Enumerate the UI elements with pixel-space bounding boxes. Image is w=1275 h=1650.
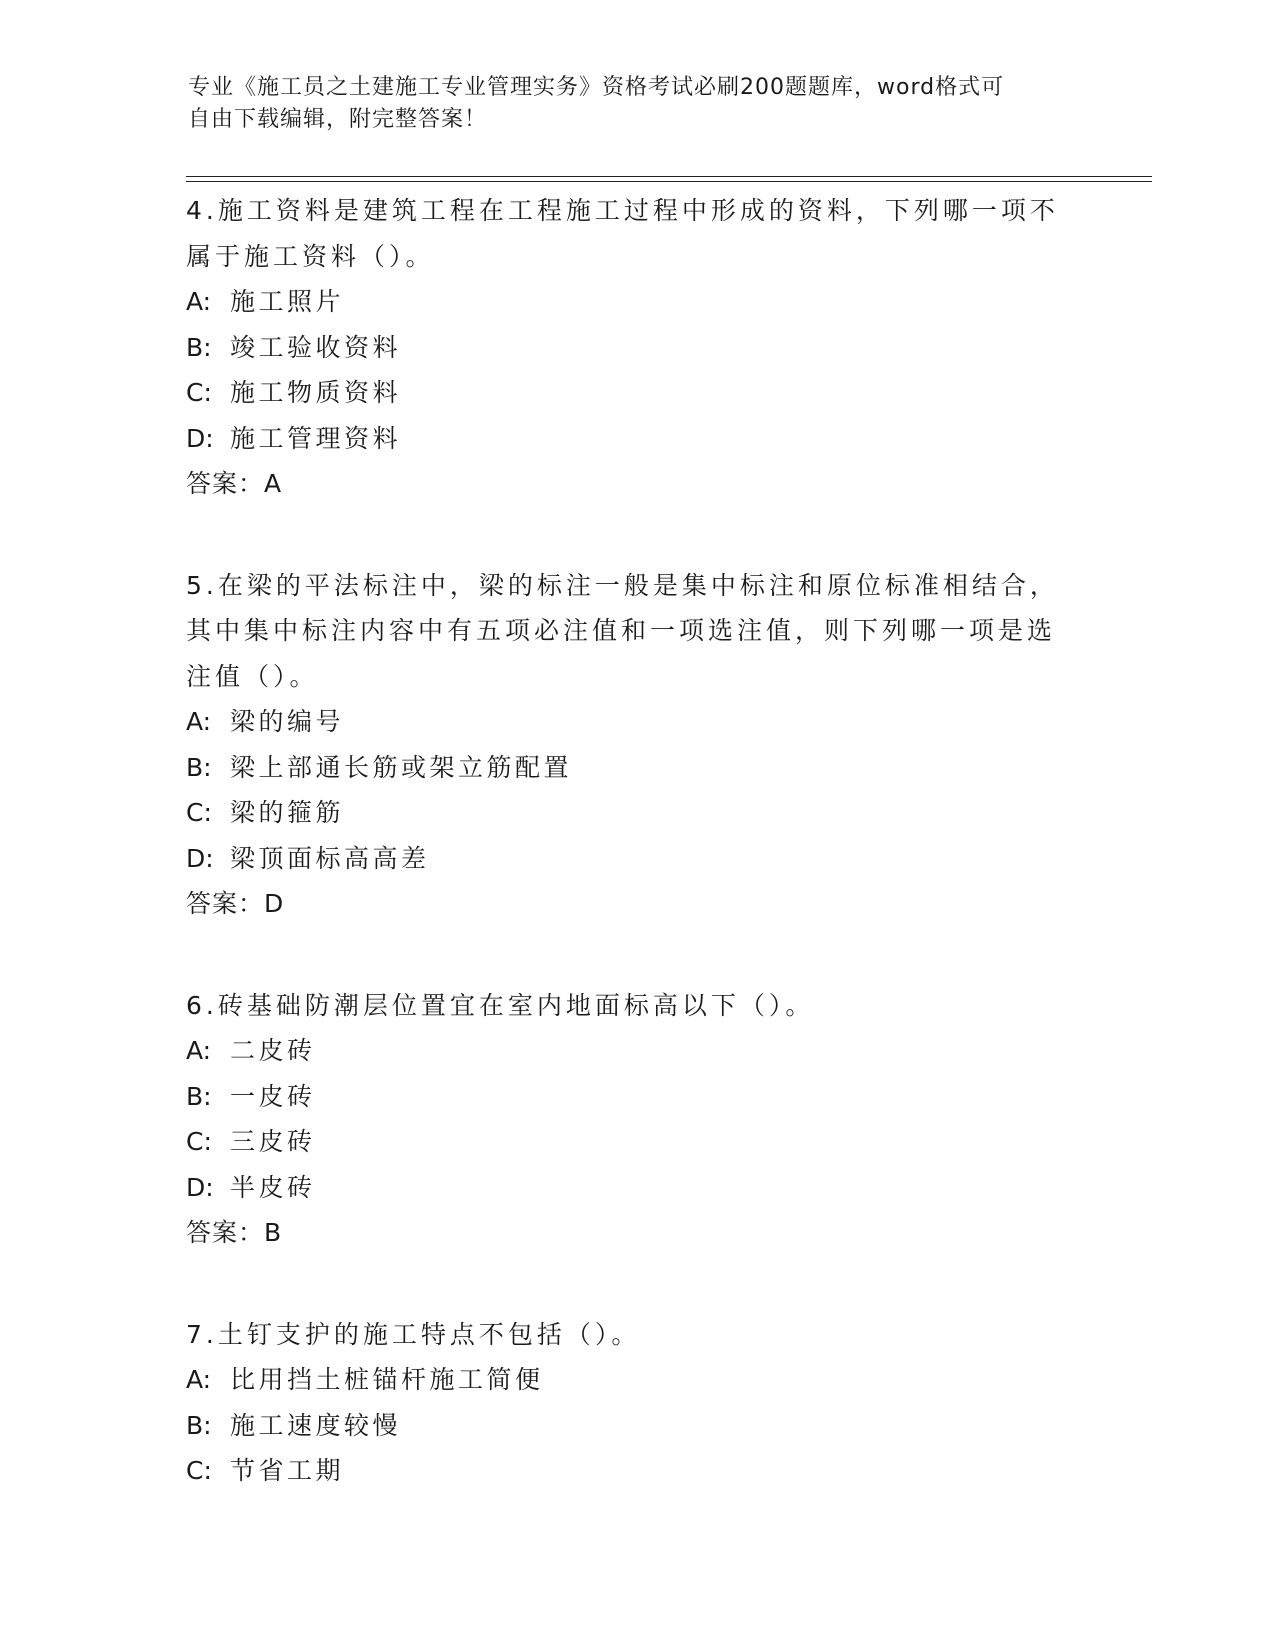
header-line-2: 自由下载编辑，附完整答案！ [188,107,488,132]
option-text: 节省工期 [230,1456,345,1485]
option-letter: D: [186,843,214,873]
option-letter: A: [186,1365,212,1394]
question-item [186,563,1086,927]
question-stem-line: 7.土钉支护的施工特点不包括（）。 [186,1319,641,1349]
answer-option [186,699,1086,745]
answer-key: 答案：B [186,1218,283,1247]
answer-option [186,1119,1086,1165]
answer-option [186,1357,1086,1403]
header-divider-top [186,176,1152,177]
question-stem-line: 5.在梁的平法标注中，梁的标注一般是集中标注和原位标准相结合， [186,570,1059,600]
answer-option [186,370,1086,416]
option-text: 梁顶面标高高差 [230,843,430,873]
option-letter: B: [186,332,212,362]
option-text: 梁上部通长筋或架立筋配置 [230,752,573,782]
option-text: 施工照片 [230,287,345,316]
option-text: 施工管理资料 [230,423,402,453]
question-list [186,188,1086,1550]
option-letter: C: [186,798,212,827]
option-letter: A: [186,1036,212,1065]
option-text: 梁的箍筋 [230,798,345,827]
option-text: 二皮砖 [230,1036,316,1065]
option-text: 梁的编号 [230,707,345,736]
answer-option [186,1448,1086,1494]
option-text: 一皮砖 [230,1081,316,1111]
answer-option [186,279,1086,325]
answer-option [186,1028,1086,1074]
option-letter: D: [186,1172,214,1202]
option-letter: B: [186,1081,212,1111]
question-item [186,983,1086,1256]
header-divider-bottom [186,181,1152,182]
answer-option [186,1403,1086,1449]
option-letter: A: [186,707,212,736]
question-stem-line: 注值（）。 [186,661,319,691]
option-letter: B: [186,752,212,782]
answer-option [186,745,1086,791]
question-stem-line: 其中集中标注内容中有五项必注值和一项选注值，则下列哪一项是选 [186,616,1057,645]
option-letter: C: [186,1127,212,1156]
document-header [188,72,1068,136]
answer-key: 答案：D [186,889,285,918]
option-letter: C: [186,1456,212,1485]
question-stem [186,563,1086,700]
answer-option [186,790,1086,836]
option-text: 比用挡土桩锚杆施工简便 [230,1365,544,1394]
option-text: 施工速度较慢 [230,1410,402,1440]
answer-option [186,836,1086,882]
option-letter: B: [186,1410,212,1440]
answer-option [186,325,1086,371]
answer-option [186,1074,1086,1120]
header-line-1: 专业《施工员之土建施工专业管理实务》资格考试必刷200题题库，word格式可 [188,75,1005,100]
option-letter: A: [186,287,212,316]
question-stem [186,1312,1086,1358]
question-stem-line: 属于施工资料（）。 [186,241,435,271]
question-item [186,1312,1086,1494]
option-letter: C: [186,378,212,407]
question-stem-line: 4.施工资料是建筑工程在工程施工过程中形成的资料，下列哪一项不 [186,196,1059,225]
answer-key: 答案：A [186,469,283,498]
option-text: 半皮砖 [230,1172,316,1202]
question-stem [186,983,1086,1029]
question-stem-line: 6.砖基础防潮层位置宜在室内地面标高以下（）。 [186,990,815,1020]
option-letter: D: [186,423,214,453]
answer-option [186,1165,1086,1211]
option-text: 竣工验收资料 [230,332,402,362]
question-stem [186,188,1086,279]
option-text: 三皮砖 [230,1127,316,1156]
option-text: 施工物质资料 [230,378,402,407]
question-item [186,188,1086,507]
answer-option [186,416,1086,462]
